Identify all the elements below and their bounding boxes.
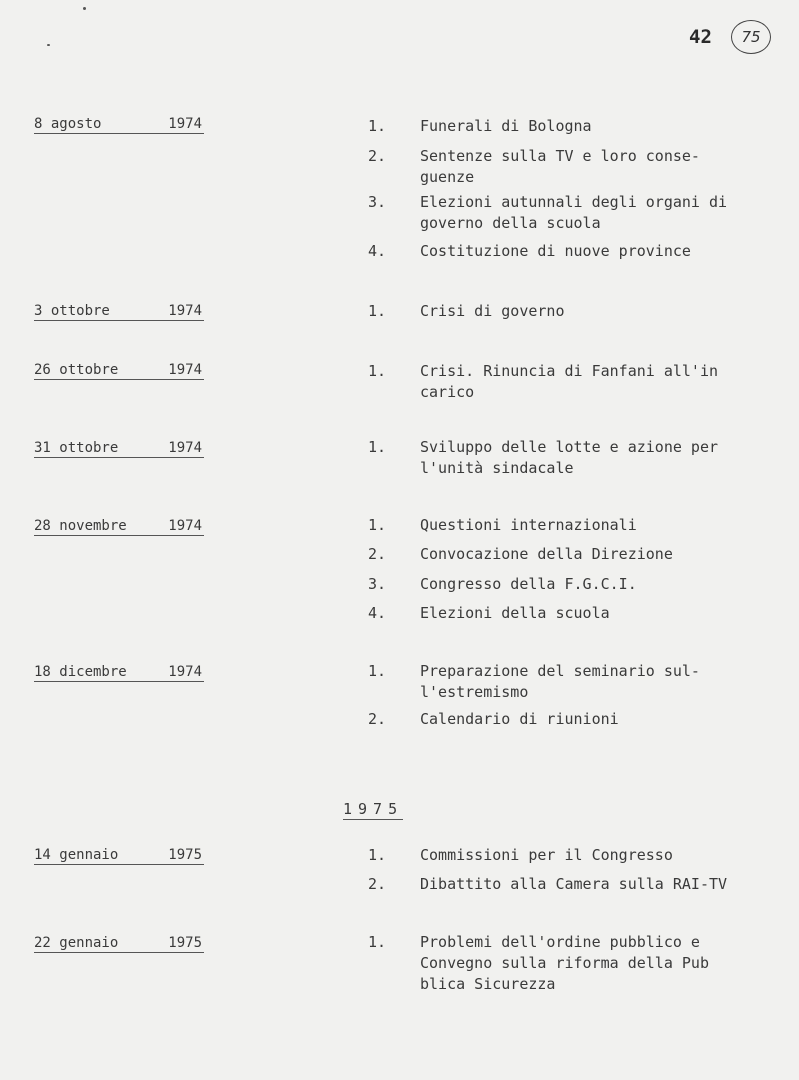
- item-text: Funerali di Bologna: [420, 117, 592, 135]
- date-label: 18 dicembre: [34, 664, 127, 680]
- item-number: 2.: [368, 875, 387, 893]
- entry-date: [34, 664, 204, 682]
- date-year: 1974: [168, 440, 202, 456]
- date-label: 28 novembre: [34, 518, 127, 534]
- item-text: Questioni internazionali: [420, 516, 637, 534]
- entry-date: [34, 518, 204, 536]
- date-label: 3 ottobre: [34, 303, 110, 319]
- item-number: 3.: [368, 575, 387, 593]
- item-text: Sentenze sulla TV e loro conse- guenze: [420, 147, 700, 186]
- circled-page-number: 75: [731, 20, 771, 54]
- year-heading: 1975: [343, 800, 404, 818]
- ink-speck: [83, 7, 86, 10]
- ink-speck: [47, 44, 50, 46]
- date-year: 1974: [168, 664, 202, 680]
- item-text: Problemi dell'ordine pubblico e Convegno sulla riforma della Pub blica Sicurezza: [420, 933, 709, 993]
- date-label: 31 ottobre: [34, 440, 119, 456]
- date-year: 1974: [168, 362, 202, 378]
- item-number: 1.: [368, 362, 387, 380]
- item-number: 1.: [368, 438, 387, 456]
- item-text: Congresso della F.G.C.I.: [420, 575, 637, 593]
- date-label: 26 ottobre: [34, 362, 119, 378]
- entry-date: [34, 362, 204, 380]
- item-text: Dibattito alla Camera sulla RAI-TV: [420, 875, 728, 893]
- date-label: 14 gennaio: [34, 847, 119, 863]
- date-year: 1974: [168, 518, 202, 534]
- item-number: 1.: [368, 117, 387, 135]
- entry-date: [34, 440, 204, 458]
- item-text: Crisi. Rinuncia di Fanfani all'in carico: [420, 362, 719, 401]
- item-text: Elezioni della scuola: [420, 604, 610, 622]
- page-number: 42: [689, 26, 712, 48]
- item-number: 1.: [368, 516, 387, 534]
- date-label: 8 agosto: [34, 116, 102, 132]
- date-year: 1975: [168, 847, 202, 863]
- item-number: 4.: [368, 604, 387, 622]
- item-number: 1.: [368, 302, 387, 320]
- item-text: Sviluppo delle lotte e azione per l'unità sindacale: [420, 438, 719, 477]
- date-label: 22 gennaio: [34, 935, 119, 951]
- item-text: Crisi di governo: [420, 302, 565, 320]
- date-year: 1974: [168, 116, 202, 132]
- item-number: 2.: [368, 545, 387, 563]
- item-number: 4.: [368, 242, 387, 260]
- item-text: Costituzione di nuove province: [420, 242, 691, 260]
- item-number: 2.: [368, 147, 387, 165]
- item-number: 1.: [368, 662, 387, 680]
- item-text: Commissioni per il Congresso: [420, 846, 673, 864]
- item-number: 1.: [368, 933, 387, 951]
- item-text: Preparazione del seminario sul- l'estremismo: [420, 662, 700, 701]
- item-number: 3.: [368, 193, 387, 211]
- entry-date: [34, 303, 204, 321]
- item-number: 1.: [368, 846, 387, 864]
- date-year: 1975: [168, 935, 202, 951]
- entry-date: [34, 116, 204, 134]
- item-text: Calendario di riunioni: [420, 710, 619, 728]
- item-text: Elezioni autunnali degli organi di governo della scuola: [420, 193, 728, 232]
- item-number: 2.: [368, 710, 387, 728]
- entry-date: [34, 847, 204, 865]
- entry-date: [34, 935, 204, 953]
- date-year: 1974: [168, 303, 202, 319]
- item-text: Convocazione della Direzione: [420, 545, 673, 563]
